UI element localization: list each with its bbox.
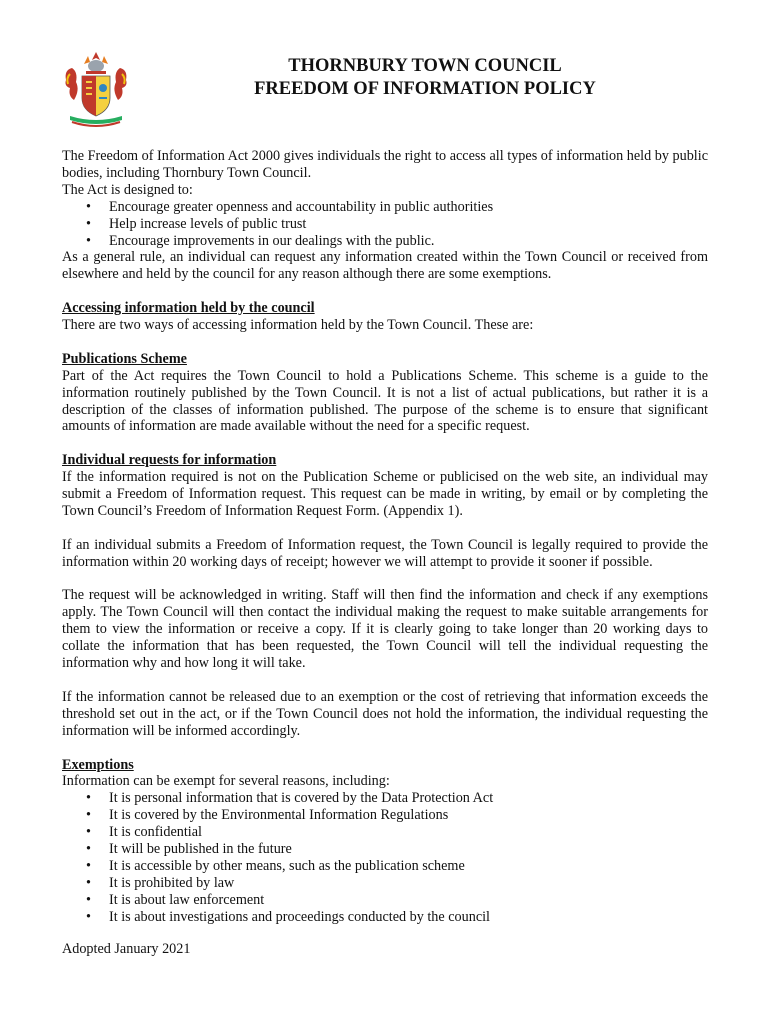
accessing-paragraph: There are two ways of accessing information held by the Town Council. These are:: [62, 317, 534, 334]
list-item: • Encourage improvements in our dealings with the public.: [62, 233, 708, 250]
individual-paragraph-1: If the information required is not on the Publication Scheme or publicised on the web site, an individual may submit a Freedom of Information request. This request can be made in writing, by email or by completing the Town Council’s Freedom of Information Request Form. (Appendix 1).: [62, 469, 708, 519]
adopted-date: Adopted January 2021: [62, 940, 191, 957]
document-body: [62, 148, 708, 957]
list-item: • It is covered by the Environmental Information Regulations: [62, 807, 708, 824]
exemptions-intro: Information can be exempt for several reasons, including:: [62, 773, 390, 790]
list-item: • It is about investigations and proceedings conducted by the council: [62, 909, 708, 926]
publications-heading: Publications Scheme: [62, 350, 187, 367]
designed-to-text: The Act is designed to:: [62, 181, 193, 198]
list-item: • It is about law enforcement: [62, 892, 708, 909]
individual-paragraph-3: The request will be acknowledged in writing. Staff will then find the information and check if any exemptions apply. The Town Council will then contact the individual making the request to make suitable arrangements for them to view the information or receive a copy. If it is clearly going to take longer than 20 working days to collate the information that has been requested, the Town Council will tell the individual requesting the information why and how long it will take.: [62, 587, 708, 672]
exemptions-list: [62, 790, 708, 925]
individual-requests-heading: Individual requests for information: [62, 452, 277, 469]
list-item: • Encourage greater openness and accountability in public authorities: [62, 199, 708, 216]
accessing-heading: Accessing information held by the council: [62, 300, 315, 317]
document-title: [190, 55, 660, 101]
intro-paragraph: The Freedom of Information Act 2000 gives individuals the right to access all types of information held by public bodies, including Thornbury Town Council.: [62, 148, 708, 181]
act-purpose-list: [62, 199, 708, 250]
individual-paragraph-2: If an individual submits a Freedom of Information request, the Town Council is legally required to provide the information within 20 working days of receipt; however we will attempt to provide it sooner if possible.: [62, 536, 708, 570]
list-item: • It is prohibited by law: [62, 875, 708, 892]
list-item: • It is confidential: [62, 824, 708, 841]
exemptions-heading: Exemptions: [62, 756, 134, 773]
council-crest-logo: [62, 50, 130, 130]
general-rule-paragraph: As a general rule, an individual can request any information created within the Town Council or received from elsewhere and held by the council for any reason although there are some exemptions.: [62, 249, 708, 283]
publications-paragraph: Part of the Act requires the Town Council to hold a Publications Scheme. This scheme is a guide to the information routinely published by the Town Council. It is not a list of actual publications, but rather it is a description of the classes of information published. The purpose of the scheme is to ensure that significant amounts of information are made available without the need for a specific request.: [62, 367, 708, 435]
title-line-policy: FREEDOM OF INFORMATION POLICY: [254, 79, 596, 99]
list-item: • It is personal information that is covered by the Data Protection Act: [62, 790, 708, 807]
title-line-council: THORNBURY TOWN COUNCIL: [288, 56, 562, 76]
individual-paragraph-4: If the information cannot be released due to an exemption or the cost of retrieving that information exceeds the threshold set out in the act, or if the Town Council does not hold the information, the individual requesting the information will be informed accordingly.: [62, 688, 708, 739]
list-item: • It is accessible by other means, such as the publication scheme: [62, 858, 708, 875]
list-item: • Help increase levels of public trust: [62, 216, 708, 233]
list-item: • It will be published in the future: [62, 841, 708, 858]
